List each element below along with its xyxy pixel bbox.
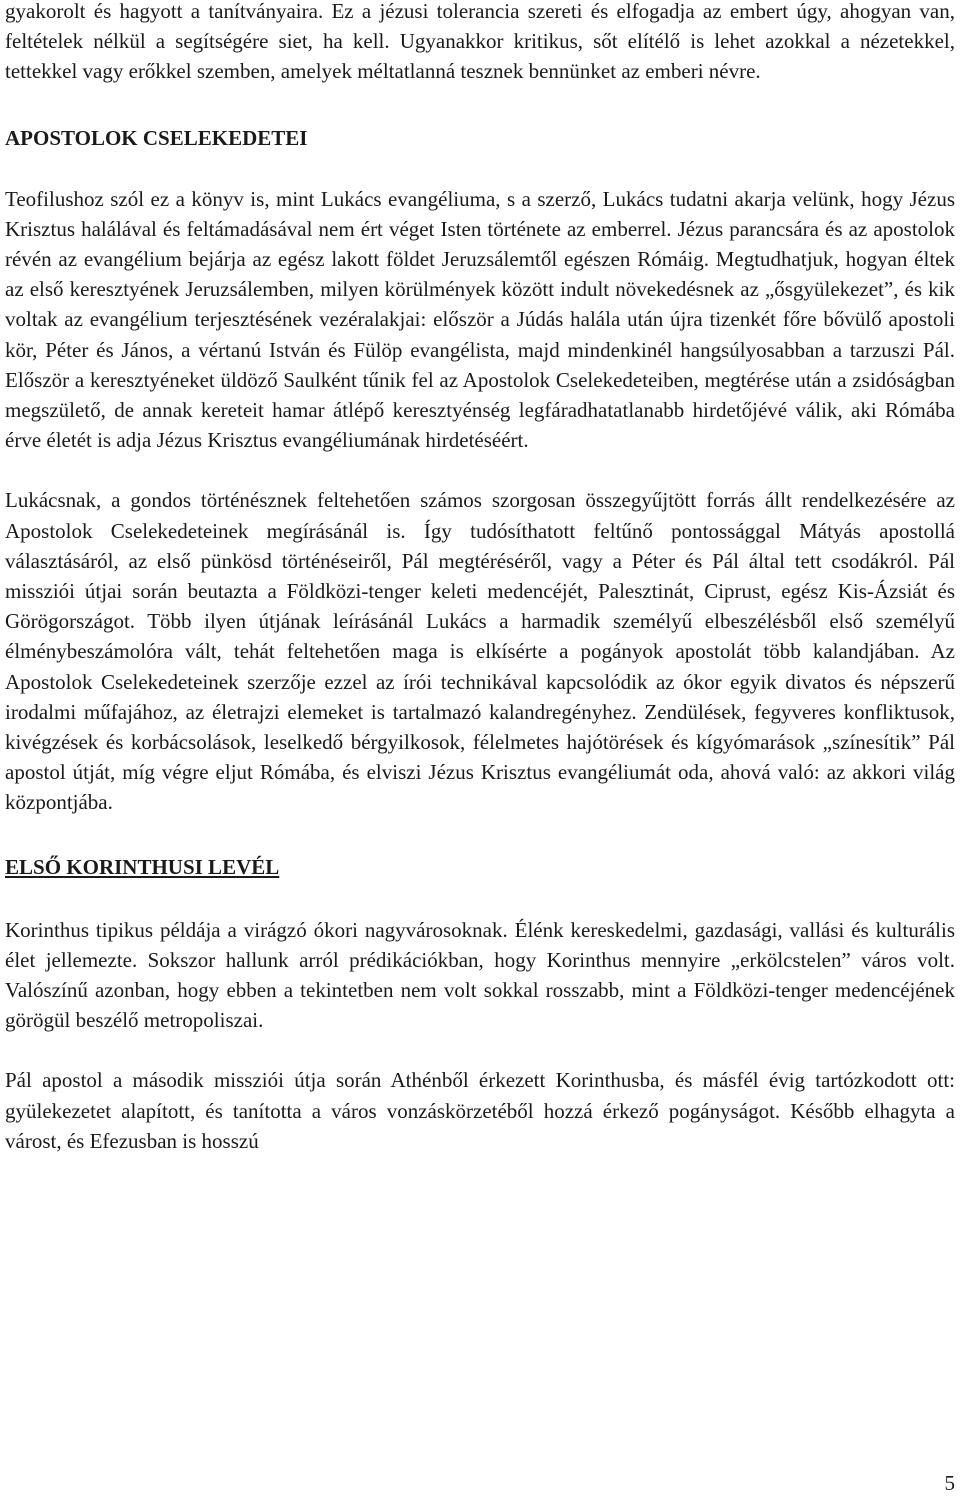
section-heading-corinthians bbox=[5, 852, 955, 882]
section-heading-corinthians-text: ELSŐ KORINTHUSI LEVÉL bbox=[5, 854, 280, 879]
corinthians-paragraph-2: Pál apostol a második missziói útja során Athénből érkezett Korinthusba, és másfél évig tartózkodott ott: gyülekezetet alapított, és tanította a város vonzáskörzetéből hozzá érkező pogányságot. Később elhagyta a várost, és Efezusban is hosszú bbox=[5, 1068, 955, 1153]
intro-paragraph: gyakorolt és hagyott a tanítványaira. Ez a jézusi tolerancia szereti és elfogadja az embert úgy, ahogyan van, feltételek nélkül a segítségére siet, ha kell. Ugyanakkor kritikus, sőt elítélő is lehet azokkal a nézetekkel, tettekkel vagy erőkkel szemben, amelyek méltatlanná tesznek bennünket az emberi névre. bbox=[5, 0, 955, 84]
document-page bbox=[5, 0, 955, 1156]
page-number: 5 bbox=[944, 1471, 955, 1495]
section-heading-acts: APOSTOLOK CSELEKEDETEI bbox=[5, 125, 308, 150]
corinthians-paragraph-1: Korinthus tipikus példája a virágzó ókori nagyvárosoknak. Élénk kereskedelmi, gazdasági, vallási és kulturális élet jellemezte. Sokszor hallunk arról prédikációkban, hogy Korinthus mennyire „erkölcstelen” város volt. Valószínű azonban, hogy ebben a tekintetben nem volt sokkal rosszabb, mint a Földközi-tenger medencéjének görögül beszélő metropoliszai. bbox=[5, 917, 955, 1033]
acts-paragraph-1: Teofilushoz szól ez a könyv is, mint Lukács evangéliuma, s a szerző, Lukács tudatni akarja velünk, hogy Jézus Krisztus halálával és feltámadásával nem ért véget Isten története az emberrel. Jézus parancsára és az apostolok révén az evangélium bejárja az egész lakott földet Jeruzsálemtől egészen Rómáig. Megtudhatjuk, hogyan éltek az első keresztyének Jeruzsálemben, milyen körülmények között indult növekedésnek az „ősgyülekezet”, és kik voltak az evangélium terjesztésének vezéralakjai: először a Júdás halála után újra tizenkét főre bővülő apostoli kör, Péter és János, a vértanú István és Fülöp evangélista, majd mindenkinél hangsúlyosabban a tarzuszi Pál. Először a keresztyéneket üldöző Saulként tűnik fel az Apostolok Cselekedeteiben, megtérése után a zsidóságban megszülető, de annak kereteit hamar átlépő keresztyénség legfáradhatatlanabb hirdetőjévé válik, aki Rómába érve életét is adja Jézus Krisztus evangéliumának hirdetéséért. bbox=[5, 186, 955, 453]
acts-paragraph-2: Lukácsnak, a gondos történésznek feltehetően számos szorgosan összegyűjtött forrás állt rendelkezésére az Apostolok Cselekedeteinek megírásánál is. Így tudósíthatott feltűnő pontossággal Mátyás apostollá választásáról, az első pünkösd történéseiről, Pál megtéréséről, vagy a Péter és Pál által tett csodákról. Pál missziói útjai során beutazta a Földközi-tenger keleti medencéjét, Palesztinát, Ciprust, egész Kis-Ázsiát és Görögországot. Több ilyen útjának leírásánál Lukács a harmadik személyű elbeszélésből első személyű élménybeszámolóra vált, tehát feltehetően maga is elkísérte a pogányok apostolát több kalandjában. Az Apostolok Cselekedeteinek szerzője ezzel az írói technikával kapcsolódik az ókor egyik divatos és népszerű irodalmi műfajához, az életrajzi elemeket is tartalmazó kalandregényhez. Zendülések, fegyveres konfliktusok, kivégzések és korbácsolások, leselkedő bérgyilkosok, félelmetes hajótörések és kígyómarások „színesítik” Pál apostol útját, míg végre eljut Rómába, és elviszi Jézus Krisztus evangéliumát oda, ahová való: az akkori világ központjába. bbox=[5, 488, 955, 815]
